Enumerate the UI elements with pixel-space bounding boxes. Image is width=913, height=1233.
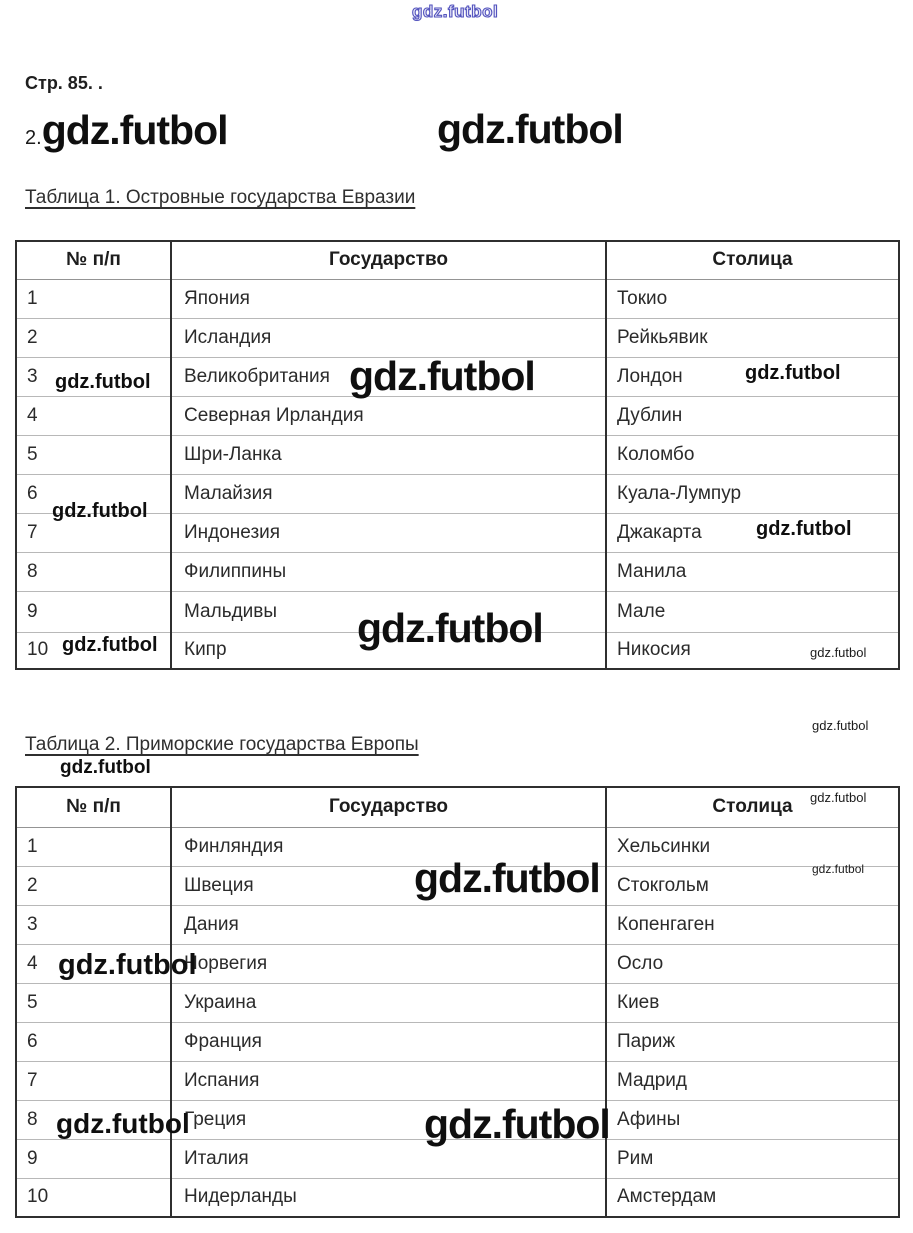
row-capital: Манила: [606, 552, 899, 591]
watermark-gdz-futbol: gdz.futbol: [357, 605, 543, 651]
watermark-gdz-futbol: gdz.futbol: [812, 862, 865, 876]
row-country: Швеция: [171, 866, 606, 905]
row-capital: Коломбо: [606, 435, 899, 474]
row-country: Греция: [171, 1100, 606, 1139]
row-num: 1: [16, 279, 171, 318]
row-country: Испания: [171, 1061, 606, 1100]
row-num: 10: [16, 632, 171, 669]
watermark-gdz-futbol-outline: gdz.futbol: [412, 2, 499, 21]
row-capital: Стокгольм: [606, 866, 899, 905]
row-capital: Рейкьявик: [606, 318, 899, 357]
row-num: 3: [16, 357, 171, 396]
table-row: [16, 318, 899, 357]
row-country: Филиппины: [171, 552, 606, 591]
row-country: Норвегия: [171, 944, 606, 983]
row-country: Индонезия: [171, 513, 606, 552]
row-country: Дания: [171, 905, 606, 944]
row-country: Нидерланды: [171, 1178, 606, 1217]
row-country: Финляндия: [171, 827, 606, 866]
table2-col-num: № п/п: [16, 787, 171, 827]
row-country: Северная Ирландия: [171, 396, 606, 435]
table2-caption: Таблица 2. Приморские государства Европы: [25, 734, 419, 755]
row-num: 6: [16, 1022, 171, 1061]
table-row: [16, 983, 899, 1022]
table1-col-country: Государство: [171, 241, 606, 279]
row-capital: Никосия: [606, 632, 899, 669]
watermark-gdz-futbol: gdz.futbol: [58, 949, 197, 981]
table2-header-row: [16, 787, 899, 827]
row-capital: Куала-Лумпур: [606, 474, 899, 513]
row-capital: Амстердам: [606, 1178, 899, 1217]
row-num: 8: [16, 1100, 171, 1139]
row-num: 5: [16, 983, 171, 1022]
row-capital: Мадрид: [606, 1061, 899, 1100]
watermark-gdz-futbol: gdz.futbol: [55, 371, 151, 393]
exercise-number: 2.: [25, 127, 42, 149]
row-num: 6: [16, 474, 171, 513]
watermark-gdz-futbol: gdz.futbol: [414, 855, 600, 901]
table-row: [16, 552, 899, 591]
table1-col-num: № п/п: [16, 241, 171, 279]
row-num: 9: [16, 1139, 171, 1178]
row-capital: Афины: [606, 1100, 899, 1139]
row-capital: Дублин: [606, 396, 899, 435]
table2-coastal-states: [15, 786, 900, 1218]
table2-col-capital: Столица: [606, 787, 899, 827]
row-num: 9: [16, 591, 171, 632]
row-capital: Париж: [606, 1022, 899, 1061]
row-num: 7: [16, 513, 171, 552]
table1-caption: Таблица 1. Островные государства Евразии: [25, 187, 416, 208]
table-row: [16, 474, 899, 513]
row-capital: Джакарта: [606, 513, 899, 552]
row-capital: Токио: [606, 279, 899, 318]
table-row: [16, 1022, 899, 1061]
row-num: 10: [16, 1178, 171, 1217]
row-capital: Мале: [606, 591, 899, 632]
table2-col-country: Государство: [171, 787, 606, 827]
row-num: 2: [16, 866, 171, 905]
watermark-gdz-futbol: gdz.futbol: [52, 500, 148, 522]
row-country: Украина: [171, 983, 606, 1022]
row-capital: Лондон: [606, 357, 899, 396]
table-row: [16, 279, 899, 318]
exercise-line: [25, 107, 228, 154]
row-country: Малайзия: [171, 474, 606, 513]
watermark-gdz-futbol: gdz.futbol: [349, 353, 535, 399]
row-num: 8: [16, 552, 171, 591]
table1-header-row: [16, 241, 899, 279]
table-row: [16, 1061, 899, 1100]
table-row: [16, 435, 899, 474]
page-label: Стр. 85. .: [25, 73, 103, 93]
row-country: Мальдивы: [171, 591, 606, 632]
row-country: Италия: [171, 1139, 606, 1178]
watermark-gdz-futbol: gdz.futbol: [437, 106, 623, 152]
row-capital: Рим: [606, 1139, 899, 1178]
row-country: Шри-Ланка: [171, 435, 606, 474]
watermark-gdz-futbol: gdz.futbol: [60, 757, 151, 778]
row-num: 5: [16, 435, 171, 474]
watermark-gdz-futbol: gdz.futbol: [41, 107, 228, 153]
row-num: 7: [16, 1061, 171, 1100]
watermark-gdz-futbol: gdz.futbol: [62, 634, 158, 656]
watermark-gdz-futbol: gdz.futbol: [756, 518, 852, 540]
row-country: Исландия: [171, 318, 606, 357]
row-capital: Осло: [606, 944, 899, 983]
row-num: 4: [16, 944, 171, 983]
row-country: Великобритания: [171, 357, 606, 396]
watermark-gdz-futbol: gdz.futbol: [424, 1101, 610, 1147]
watermark-gdz-futbol: gdz.futbol: [810, 790, 867, 805]
row-num: 2: [16, 318, 171, 357]
watermark-gdz-futbol: gdz.futbol: [812, 718, 869, 733]
row-capital: Хельсинки: [606, 827, 899, 866]
table-row: [16, 905, 899, 944]
watermark-gdz-futbol: gdz.futbol: [810, 645, 867, 660]
row-capital: Копенгаген: [606, 905, 899, 944]
row-num: 3: [16, 905, 171, 944]
table1-col-capital: Столица: [606, 241, 899, 279]
table-row: [16, 1178, 899, 1217]
row-num: 1: [16, 827, 171, 866]
table-row: [16, 396, 899, 435]
row-country: Кипр: [171, 632, 606, 669]
watermark-gdz-futbol: gdz.futbol: [745, 362, 841, 384]
row-num: 4: [16, 396, 171, 435]
row-country: Франция: [171, 1022, 606, 1061]
row-capital: Киев: [606, 983, 899, 1022]
watermark-gdz-futbol: gdz.futbol: [56, 1108, 190, 1139]
row-country: Япония: [171, 279, 606, 318]
